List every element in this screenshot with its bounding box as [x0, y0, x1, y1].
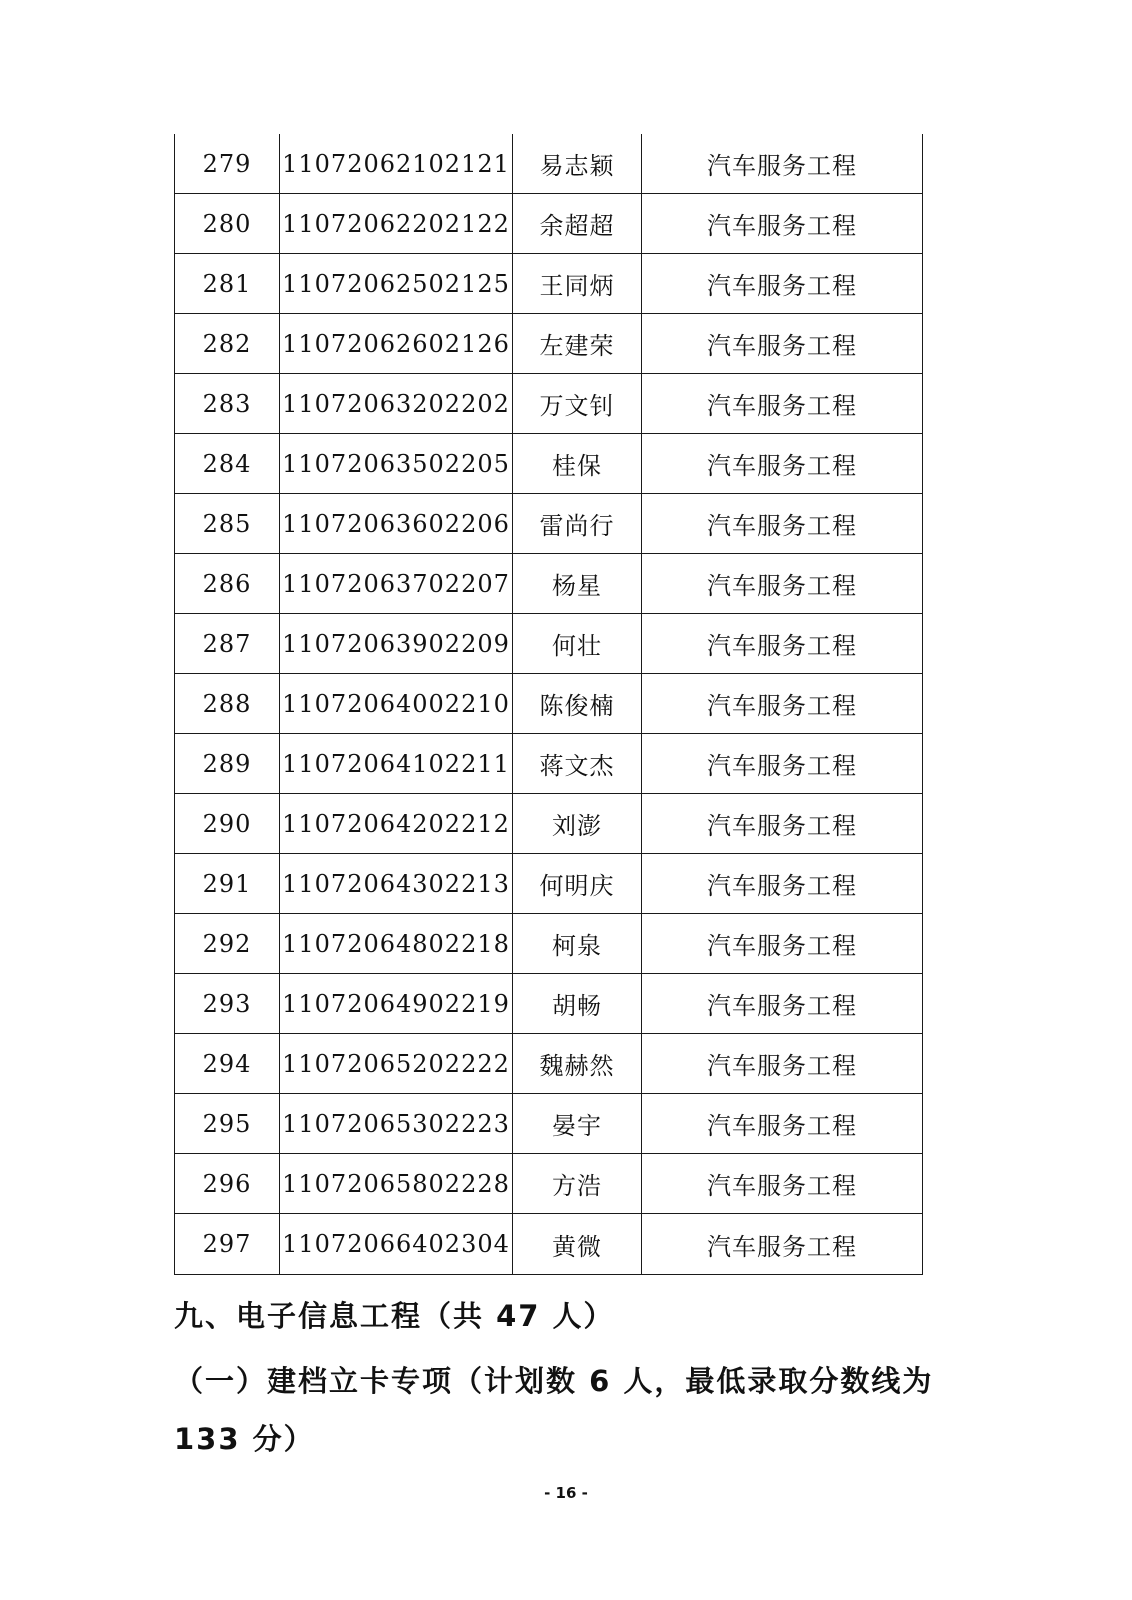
cell-exam-id: 11072064302213	[280, 854, 513, 914]
cell-name: 左建荣	[513, 314, 642, 374]
cell-exam-id: 11072065302223	[280, 1094, 513, 1154]
cell-seq: 284	[175, 434, 280, 494]
subsection-heading: （一）建档立卡专项（计划数 6 人，最低录取分数线为 133 分）	[174, 1364, 934, 1456]
cell-major: 汽车服务工程	[642, 674, 923, 734]
cell-major: 汽车服务工程	[642, 254, 923, 314]
cell-major: 汽车服务工程	[642, 194, 923, 254]
cell-major: 汽车服务工程	[642, 494, 923, 554]
cell-seq: 294	[175, 1034, 280, 1094]
cell-name: 桂保	[513, 434, 642, 494]
cell-exam-id: 11072064902219	[280, 974, 513, 1034]
cell-name: 万文钊	[513, 374, 642, 434]
cell-name: 杨星	[513, 554, 642, 614]
cell-name: 晏宇	[513, 1094, 642, 1154]
cell-major: 汽车服务工程	[642, 974, 923, 1034]
cell-seq: 288	[175, 674, 280, 734]
cell-seq: 287	[175, 614, 280, 674]
cell-exam-id: 11072062202122	[280, 194, 513, 254]
table-row	[175, 674, 923, 734]
cell-name: 陈俊楠	[513, 674, 642, 734]
section-heading: 九、电子信息工程（共 47 人）	[174, 1299, 615, 1333]
cell-seq: 280	[175, 194, 280, 254]
table-row	[175, 134, 923, 194]
cell-major: 汽车服务工程	[642, 854, 923, 914]
cell-exam-id: 11072063702207	[280, 554, 513, 614]
table-row	[175, 314, 923, 374]
cell-name: 胡畅	[513, 974, 642, 1034]
cell-exam-id: 11072063502205	[280, 434, 513, 494]
cell-seq: 292	[175, 914, 280, 974]
cell-exam-id: 11072065802228	[280, 1154, 513, 1214]
cell-seq: 297	[175, 1214, 280, 1275]
table-row	[175, 614, 923, 674]
table-row	[175, 434, 923, 494]
cell-major: 汽车服务工程	[642, 434, 923, 494]
cell-exam-id: 11072064002210	[280, 674, 513, 734]
cell-major: 汽车服务工程	[642, 554, 923, 614]
table-row	[175, 1154, 923, 1214]
cell-major: 汽车服务工程	[642, 614, 923, 674]
cell-seq: 283	[175, 374, 280, 434]
cell-name: 易志颖	[513, 134, 642, 194]
cell-seq: 296	[175, 1154, 280, 1214]
cell-major: 汽车服务工程	[642, 1094, 923, 1154]
table-row	[175, 554, 923, 614]
cell-seq: 289	[175, 734, 280, 794]
roster-body	[175, 134, 923, 1275]
cell-exam-id: 11072066402304	[280, 1214, 513, 1275]
cell-seq: 291	[175, 854, 280, 914]
cell-name: 余超超	[513, 194, 642, 254]
cell-major: 汽车服务工程	[642, 374, 923, 434]
cell-exam-id: 11072064802218	[280, 914, 513, 974]
cell-name: 方浩	[513, 1154, 642, 1214]
cell-major: 汽车服务工程	[642, 794, 923, 854]
cell-exam-id: 11072063202202	[280, 374, 513, 434]
table-row	[175, 374, 923, 434]
cell-name: 蒋文杰	[513, 734, 642, 794]
cell-exam-id: 11072063602206	[280, 494, 513, 554]
cell-exam-id: 11072064102211	[280, 734, 513, 794]
cell-seq: 290	[175, 794, 280, 854]
cell-major: 汽车服务工程	[642, 1154, 923, 1214]
table-row	[175, 494, 923, 554]
table-row	[175, 1094, 923, 1154]
cell-name: 何明庆	[513, 854, 642, 914]
cell-exam-id: 11072062102121	[280, 134, 513, 194]
table-row	[175, 1034, 923, 1094]
table-row	[175, 734, 923, 794]
table-row	[175, 974, 923, 1034]
cell-name: 雷尚行	[513, 494, 642, 554]
admission-roster-table	[174, 134, 923, 1275]
table-row	[175, 854, 923, 914]
table-row	[175, 1214, 923, 1275]
page-number: - 16 -	[544, 1484, 588, 1502]
cell-major: 汽车服务工程	[642, 314, 923, 374]
table-row	[175, 194, 923, 254]
cell-major: 汽车服务工程	[642, 134, 923, 194]
cell-major: 汽车服务工程	[642, 914, 923, 974]
cell-exam-id: 11072065202222	[280, 1034, 513, 1094]
table-row	[175, 794, 923, 854]
cell-major: 汽车服务工程	[642, 734, 923, 794]
cell-exam-id: 11072064202212	[280, 794, 513, 854]
cell-name: 魏赫然	[513, 1034, 642, 1094]
table-row	[175, 254, 923, 314]
cell-name: 何壮	[513, 614, 642, 674]
cell-seq: 281	[175, 254, 280, 314]
cell-name: 王同炳	[513, 254, 642, 314]
cell-name: 刘澎	[513, 794, 642, 854]
cell-name: 柯泉	[513, 914, 642, 974]
cell-seq: 295	[175, 1094, 280, 1154]
cell-name: 黄微	[513, 1214, 642, 1275]
cell-seq: 285	[175, 494, 280, 554]
cell-seq: 282	[175, 314, 280, 374]
cell-seq: 286	[175, 554, 280, 614]
cell-seq: 293	[175, 974, 280, 1034]
table-row	[175, 914, 923, 974]
cell-exam-id: 11072063902209	[280, 614, 513, 674]
cell-exam-id: 11072062502125	[280, 254, 513, 314]
cell-exam-id: 11072062602126	[280, 314, 513, 374]
cell-seq: 279	[175, 134, 280, 194]
cell-major: 汽车服务工程	[642, 1034, 923, 1094]
cell-major: 汽车服务工程	[642, 1214, 923, 1275]
